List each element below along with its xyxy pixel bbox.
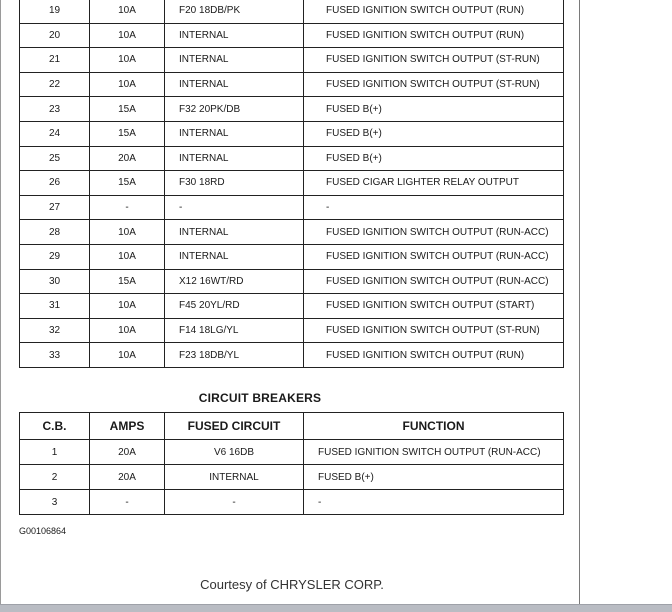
cell-circuit: F14 18LG/YL bbox=[165, 318, 304, 343]
cell-circuit: X12 16WT/RD bbox=[165, 269, 304, 294]
cell-amps: 15A bbox=[90, 171, 165, 196]
table-row bbox=[20, 220, 564, 245]
cell-amps: 10A bbox=[90, 0, 165, 23]
table-row bbox=[20, 465, 564, 490]
cell-function: - bbox=[304, 490, 564, 515]
cell-function: FUSED IGNITION SWITCH OUTPUT (RUN) bbox=[304, 23, 564, 48]
circuit-breaker-table bbox=[19, 412, 564, 515]
cell-function: FUSED B(+) bbox=[304, 465, 564, 490]
cell-amps: 10A bbox=[90, 244, 165, 269]
cell-amps: 15A bbox=[90, 97, 165, 122]
cell-function: - bbox=[304, 195, 564, 220]
cell-circuit: INTERNAL bbox=[165, 146, 304, 171]
fuse-table-body bbox=[20, 0, 564, 367]
cell-circuit: INTERNAL bbox=[165, 465, 304, 490]
cell-number: 32 bbox=[20, 318, 90, 343]
cell-number: 25 bbox=[20, 146, 90, 171]
cell-amps: 10A bbox=[90, 220, 165, 245]
table-row bbox=[20, 171, 564, 196]
cell-circuit: - bbox=[165, 195, 304, 220]
cell-number: 31 bbox=[20, 294, 90, 319]
cell-number: 20 bbox=[20, 23, 90, 48]
header-fused-circuit: FUSED CIRCUIT bbox=[165, 413, 304, 440]
cell-circuit: F32 20PK/DB bbox=[165, 97, 304, 122]
cell-function: FUSED IGNITION SWITCH OUTPUT (RUN-ACC) bbox=[304, 440, 564, 465]
header-cb: C.B. bbox=[20, 413, 90, 440]
cell-function: FUSED IGNITION SWITCH OUTPUT (START) bbox=[304, 294, 564, 319]
cell-circuit: INTERNAL bbox=[165, 121, 304, 146]
cell-function: FUSED IGNITION SWITCH OUTPUT (ST-RUN) bbox=[304, 72, 564, 97]
cell-amps: 15A bbox=[90, 269, 165, 294]
cell-number: 26 bbox=[20, 171, 90, 196]
cell-number: 19 bbox=[20, 0, 90, 23]
table-row bbox=[20, 195, 564, 220]
cell-circuit: F23 18DB/YL bbox=[165, 343, 304, 368]
viewer-background bbox=[581, 0, 672, 604]
table-row bbox=[20, 121, 564, 146]
header-function: FUNCTION bbox=[304, 413, 564, 440]
cell-function: FUSED B(+) bbox=[304, 97, 564, 122]
table-row bbox=[20, 343, 564, 368]
table-row bbox=[20, 244, 564, 269]
cell-number: 3 bbox=[20, 490, 90, 515]
table-row bbox=[20, 440, 564, 465]
cell-amps: 10A bbox=[90, 294, 165, 319]
table-row bbox=[20, 490, 564, 515]
table-row bbox=[20, 146, 564, 171]
table-row bbox=[20, 294, 564, 319]
fuse-table bbox=[19, 0, 564, 368]
cell-number: 1 bbox=[20, 440, 90, 465]
cell-function: FUSED IGNITION SWITCH OUTPUT (ST-RUN) bbox=[304, 318, 564, 343]
cell-function: FUSED IGNITION SWITCH OUTPUT (RUN-ACC) bbox=[304, 269, 564, 294]
cell-function: FUSED CIGAR LIGHTER RELAY OUTPUT bbox=[304, 171, 564, 196]
cell-function: FUSED B(+) bbox=[304, 121, 564, 146]
cell-number: 28 bbox=[20, 220, 90, 245]
cell-number: 23 bbox=[20, 97, 90, 122]
cell-circuit: INTERNAL bbox=[165, 220, 304, 245]
courtesy-caption: Courtesy of CHRYSLER CORP. bbox=[200, 577, 384, 592]
cell-number: 24 bbox=[20, 121, 90, 146]
table-row bbox=[20, 72, 564, 97]
cell-amps: 10A bbox=[90, 343, 165, 368]
cell-amps: - bbox=[90, 195, 165, 220]
cell-number: 30 bbox=[20, 269, 90, 294]
cell-amps: 10A bbox=[90, 72, 165, 97]
circuit-breaker-table-body bbox=[20, 440, 564, 515]
cell-circuit: V6 16DB bbox=[165, 440, 304, 465]
cell-amps: 20A bbox=[90, 465, 165, 490]
header-amps: AMPS bbox=[90, 413, 165, 440]
cell-number: 22 bbox=[20, 72, 90, 97]
cell-number: 27 bbox=[20, 195, 90, 220]
cell-circuit: INTERNAL bbox=[165, 48, 304, 73]
cell-circuit: F45 20YL/RD bbox=[165, 294, 304, 319]
cell-circuit: - bbox=[165, 490, 304, 515]
table-row bbox=[20, 48, 564, 73]
cell-circuit: INTERNAL bbox=[165, 72, 304, 97]
table-row bbox=[20, 23, 564, 48]
cell-amps: - bbox=[90, 490, 165, 515]
table-row bbox=[20, 269, 564, 294]
cell-number: 2 bbox=[20, 465, 90, 490]
cell-function: FUSED IGNITION SWITCH OUTPUT (RUN-ACC) bbox=[304, 220, 564, 245]
cell-number: 29 bbox=[20, 244, 90, 269]
figure-code: G00106864 bbox=[19, 526, 67, 536]
cell-number: 33 bbox=[20, 343, 90, 368]
cell-function: FUSED B(+) bbox=[304, 146, 564, 171]
cell-circuit: F20 18DB/PK bbox=[165, 0, 304, 23]
cell-number: 21 bbox=[20, 48, 90, 73]
cell-circuit: INTERNAL bbox=[165, 244, 304, 269]
cell-circuit: F30 18RD bbox=[165, 171, 304, 196]
cell-function: FUSED IGNITION SWITCH OUTPUT (RUN) bbox=[304, 343, 564, 368]
table-header-row bbox=[20, 413, 564, 440]
cell-amps: 20A bbox=[90, 440, 165, 465]
cell-amps: 10A bbox=[90, 318, 165, 343]
cell-circuit: INTERNAL bbox=[165, 23, 304, 48]
cell-amps: 15A bbox=[90, 121, 165, 146]
table-row bbox=[20, 318, 564, 343]
table-row bbox=[20, 0, 564, 23]
cell-amps: 20A bbox=[90, 146, 165, 171]
cell-function: FUSED IGNITION SWITCH OUTPUT (RUN) bbox=[304, 0, 564, 23]
cell-amps: 10A bbox=[90, 23, 165, 48]
cell-amps: 10A bbox=[90, 48, 165, 73]
cell-function: FUSED IGNITION SWITCH OUTPUT (RUN-ACC) bbox=[304, 244, 564, 269]
table-row bbox=[20, 97, 564, 122]
viewer-bottom-bar bbox=[0, 604, 672, 612]
cell-function: FUSED IGNITION SWITCH OUTPUT (ST-RUN) bbox=[304, 48, 564, 73]
circuit-breakers-title: CIRCUIT BREAKERS bbox=[198, 391, 322, 405]
